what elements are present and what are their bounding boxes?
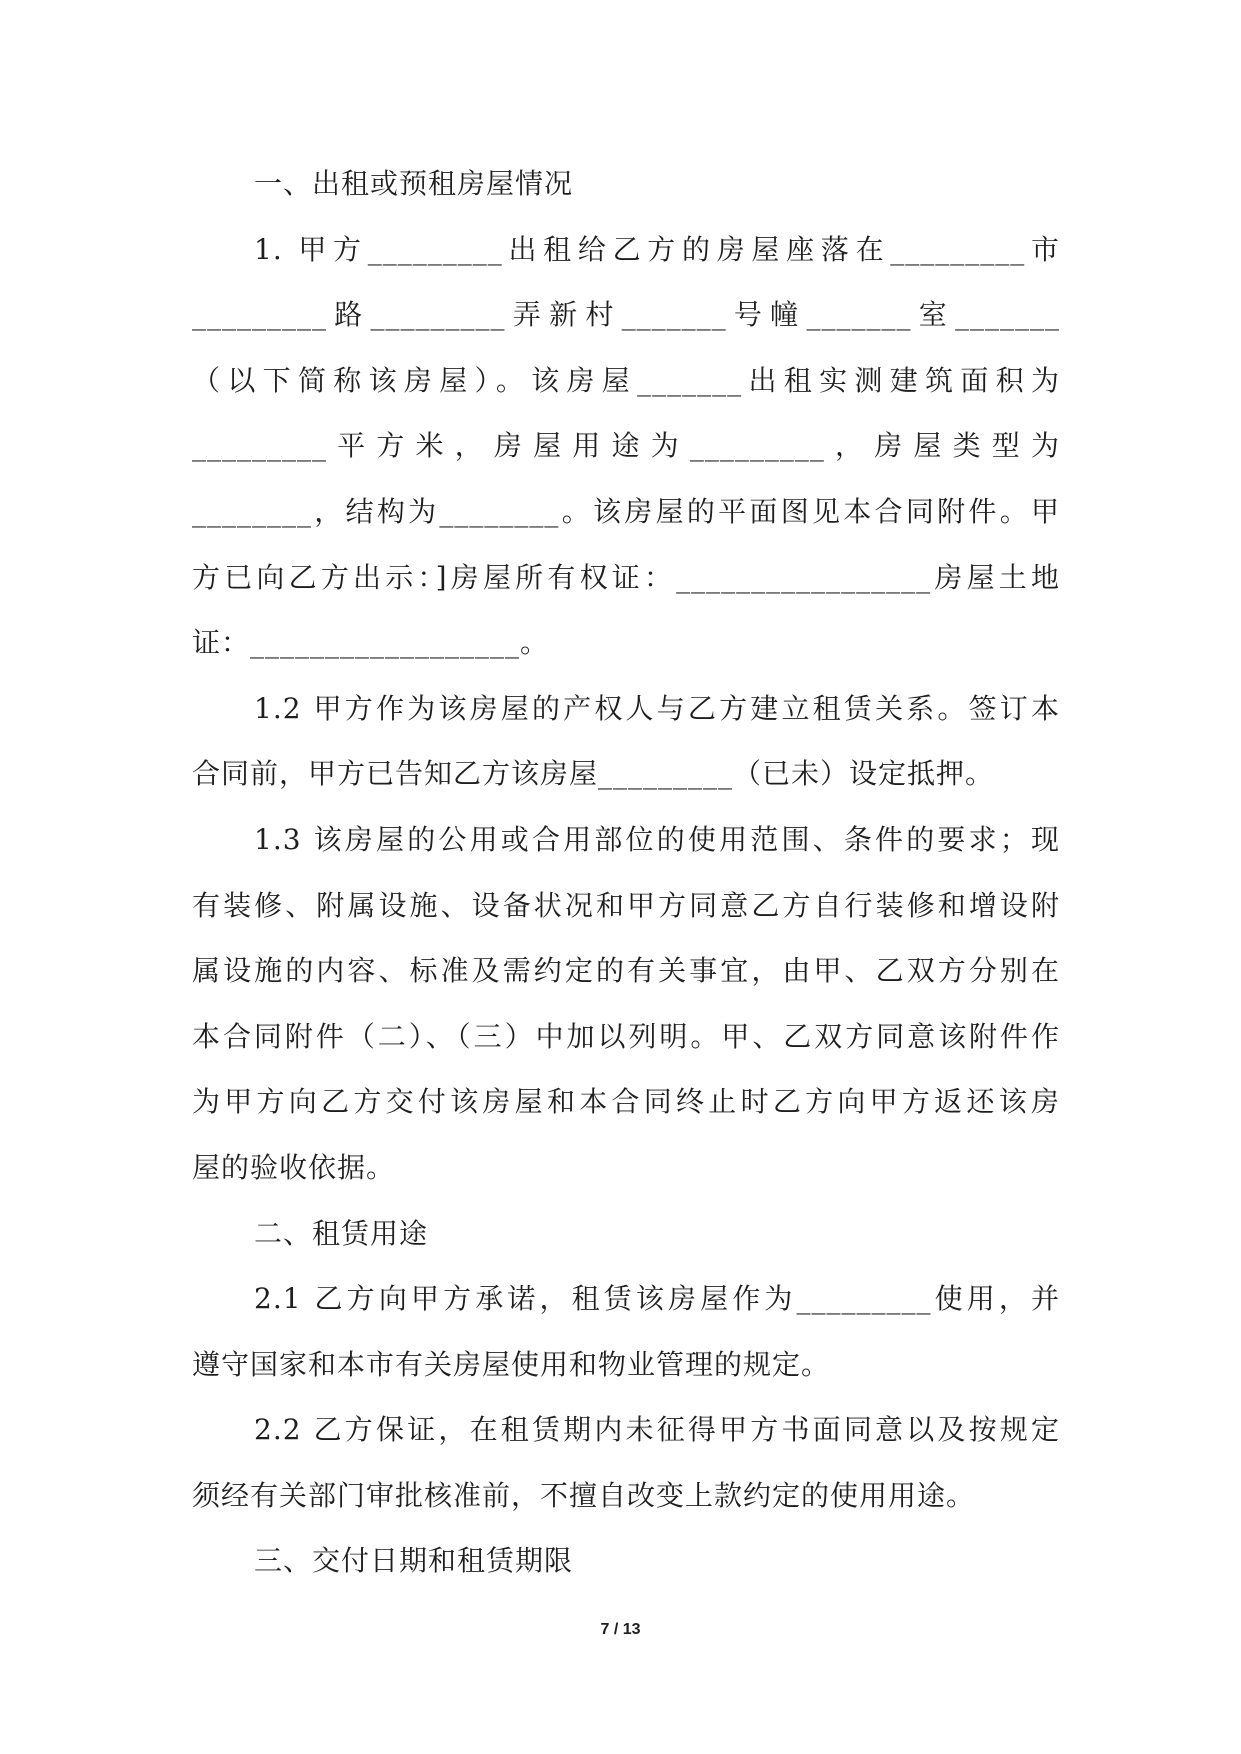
paragraph (192, 1266, 1060, 1397)
heading-line: 二、租赁用途 (254, 1216, 429, 1250)
text-line: _________平方米，房屋用途为_________，房屋类型为 (192, 429, 1060, 463)
document-body (192, 151, 1060, 1594)
text-line: 合同前，甲方已告知乙方该房屋_________（已未）设定抵押。 (192, 757, 995, 791)
text-line: 方已向乙方出示：]房屋所有权证：_________________房屋土地 (192, 560, 1060, 594)
text-line: 屋的验收依据。 (192, 1150, 396, 1184)
text-line: 2.1 乙方向甲方承诺，租赁该房屋作为_________使用，并 (254, 1282, 1060, 1316)
text-line: 证：__________________。 (192, 626, 550, 660)
paragraph (192, 807, 1060, 1201)
text-line: 本合同附件（二）、（三）中加以列明。甲、乙双方同意该附件作 (192, 1019, 1060, 1053)
text-line: 1.2 甲方作为该房屋的产权人与乙方建立租赁关系。签订本 (254, 691, 1060, 725)
paragraph (192, 1397, 1060, 1528)
text-line: 1. 甲方_________出租给乙方的房屋座落在_________市 (254, 232, 1060, 266)
text-line: _________路_________弄新村_______号幢_______室_______ (192, 298, 1060, 332)
section-heading (192, 1201, 1060, 1267)
section-heading (192, 151, 1060, 217)
text-line: 须经有关部门审批核准前，不擅自改变上款约定的使用用途。 (192, 1478, 976, 1512)
text-line: 1.3 该房屋的公用或合用部位的使用范围、条件的要求；现 (254, 822, 1060, 856)
text-line: （以下简称该房屋）。该房屋_______出租实测建筑面积为 (192, 363, 1060, 397)
text-line: 2.2 乙方保证，在租赁期内未征得甲方书面同意以及按规定 (254, 1413, 1060, 1447)
heading-line: 三、交付日期和租赁期限 (254, 1544, 574, 1578)
text-line: 属设施的内容、标准及需约定的有关事宜，由甲、乙双方分别在 (192, 954, 1060, 988)
paragraph (192, 676, 1060, 807)
page-number: 7 / 13 (600, 1621, 641, 1638)
text-line: 有装修、附属设施、设备状况和甲方同意乙方自行装修和增设附 (192, 888, 1060, 922)
text-line: 遵守国家和本市有关房屋使用和物业管理的规定。 (192, 1347, 831, 1381)
paragraph (192, 217, 1060, 676)
heading-line: 一、出租或预租房屋情况 (254, 167, 574, 200)
section-heading (192, 1528, 1060, 1594)
text-line: ________，结构为________。该房屋的平面图见本合同附件。甲 (192, 494, 1060, 528)
text-line: 为甲方向乙方交付该房屋和本合同终止时乙方向甲方返还该房 (192, 1085, 1060, 1119)
